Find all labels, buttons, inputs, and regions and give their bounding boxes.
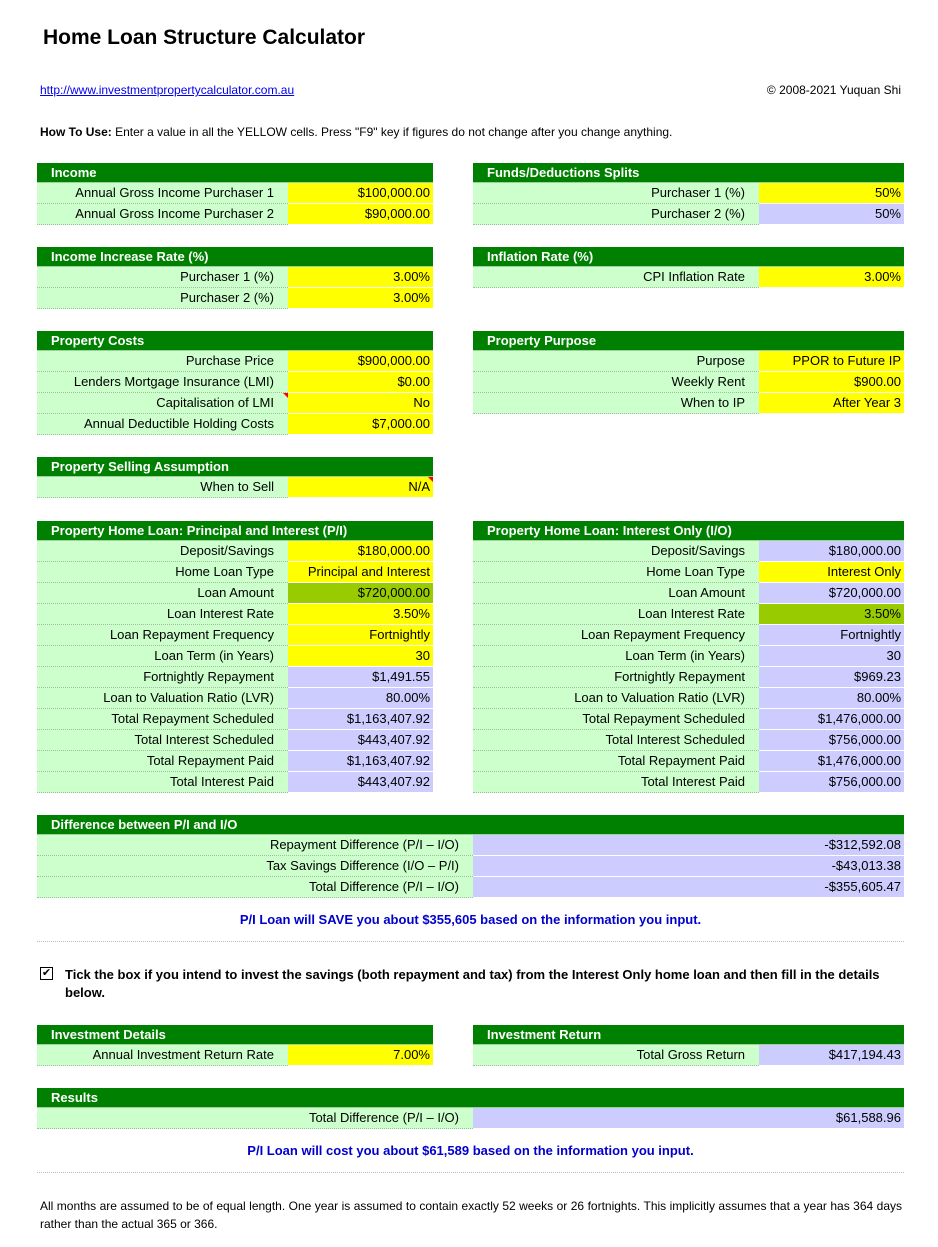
results-header: Results	[37, 1088, 904, 1108]
io-lvr-value: 80.00%	[759, 688, 904, 709]
divider	[37, 1172, 904, 1173]
pi-total-interest-paid: $443,407.92	[288, 772, 433, 793]
increase-row-purchaser-1	[37, 267, 433, 288]
pi-total-repayment-paid: $1,163,407.92	[288, 751, 433, 772]
io-deposit-value: $180,000.00	[759, 541, 904, 562]
difference-header: Difference between P/I and I/O	[37, 815, 904, 835]
purpose-select[interactable]: PPOR to Future IP	[759, 351, 904, 372]
field-label: Deposit/Savings	[37, 541, 288, 562]
selling-row-when	[37, 477, 433, 498]
field-label: Total Interest Paid	[473, 772, 759, 793]
field-label: Purchaser 2 (%)	[37, 288, 288, 309]
pi-total-repayment-scheduled: $1,163,407.92	[288, 709, 433, 730]
property-costs-header: Property Costs	[37, 331, 433, 351]
field-label: Total Interest Paid	[37, 772, 288, 793]
investment-details-header: Investment Details	[37, 1025, 433, 1045]
table-row	[37, 646, 433, 667]
income-row-purchaser-2	[37, 204, 433, 225]
field-label: When to Sell	[37, 477, 288, 498]
results-message: P/I Loan will cost you about $61,589 based on the information you input.	[247, 1143, 694, 1158]
site-link[interactable]: http://www.investmentpropertycalculator.com.au	[40, 83, 295, 97]
pi-interest-rate-input[interactable]: 3.50%	[288, 604, 433, 625]
inflation-section	[473, 247, 904, 288]
table-row	[473, 604, 904, 625]
field-label: Capitalisation of LMI	[37, 393, 288, 414]
table-row	[37, 625, 433, 646]
property-purpose-header: Property Purpose	[473, 331, 904, 351]
costs-row-lmi	[37, 372, 433, 393]
pi-deposit-input[interactable]: $180,000.00	[288, 541, 433, 562]
table-row	[473, 688, 904, 709]
field-label: Annual Gross Income Purchaser 2	[37, 204, 288, 225]
splits-row-purchaser-1	[473, 183, 904, 204]
increase-row-purchaser-2	[37, 288, 433, 309]
field-label: Total Interest Scheduled	[37, 730, 288, 751]
selling-section	[37, 457, 433, 498]
income-increase-header: Income Increase Rate (%)	[37, 247, 433, 267]
io-loan-section	[473, 521, 904, 793]
footnote: All months are assumed to be of equal length. One year is assumed to contain exactly 52 weeks or 26 fortnights. This implicitly assumes that a year has 364 days rather than the actual 365 or 366.	[40, 1199, 902, 1231]
field-label: Purchaser 1 (%)	[37, 267, 288, 288]
income-purchaser-1-input[interactable]: $100,000.00	[288, 183, 433, 204]
increase-purchaser-1-input[interactable]: 3.00%	[288, 267, 433, 288]
investment-return-header: Investment Return	[473, 1025, 904, 1045]
pi-repayment-value: $1,491.55	[288, 667, 433, 688]
table-row	[37, 877, 904, 898]
table-row	[37, 751, 433, 772]
copyright-text: © 2008-2021 Yuquan Shi	[766, 83, 901, 97]
results-section	[37, 1088, 904, 1129]
pi-loan-type-select[interactable]: Principal and Interest	[288, 562, 433, 583]
invest-savings-option	[40, 966, 904, 1002]
increase-purchaser-2-input[interactable]: 3.00%	[288, 288, 433, 309]
splits-header: Funds/Deductions Splits	[473, 163, 904, 183]
table-row	[37, 772, 433, 793]
invest-savings-checkbox[interactable]: ✔	[41, 967, 52, 979]
field-label: Loan Amount	[473, 583, 759, 604]
investment-return-rate-input[interactable]: 7.00%	[288, 1045, 433, 1066]
inflation-row-cpi	[473, 267, 904, 288]
purpose-row-when-ip	[473, 393, 904, 414]
repayment-difference-value: -$312,592.08	[473, 835, 904, 856]
field-label: Total Repayment Scheduled	[37, 709, 288, 730]
io-loan-type-select[interactable]: Interest Only	[759, 562, 904, 583]
table-row	[473, 625, 904, 646]
field-label: Purchaser 1 (%)	[473, 183, 759, 204]
field-label: Lenders Mortgage Insurance (LMI)	[37, 372, 288, 393]
investment-return-section	[473, 1025, 904, 1066]
field-label: Total Difference (P/I – I/O)	[37, 877, 473, 898]
property-costs-section	[37, 331, 433, 435]
pi-loan-header: Property Home Loan: Principal and Interest (P/I)	[37, 521, 433, 541]
costs-row-holding	[37, 414, 433, 435]
pi-lvr-value: 80.00%	[288, 688, 433, 709]
field-label: Loan Term (in Years)	[37, 646, 288, 667]
field-label: Loan to Valuation Ratio (LVR)	[473, 688, 759, 709]
field-label: Total Interest Scheduled	[473, 730, 759, 751]
table-row	[37, 1108, 904, 1129]
weekly-rent-input[interactable]: $900.00	[759, 372, 904, 393]
income-purchaser-2-input[interactable]: $90,000.00	[288, 204, 433, 225]
table-row	[473, 751, 904, 772]
table-row	[37, 541, 433, 562]
income-row-purchaser-1	[37, 183, 433, 204]
purpose-row-purpose	[473, 351, 904, 372]
field-label: Loan Interest Rate	[473, 604, 759, 625]
table-row	[473, 772, 904, 793]
field-label: Fortnightly Repayment	[37, 667, 288, 688]
field-label: Weekly Rent	[473, 372, 759, 393]
field-label: Repayment Difference (P/I – I/O)	[37, 835, 473, 856]
field-label: Loan to Valuation Ratio (LVR)	[37, 688, 288, 709]
invest-savings-label: Tick the box if you intend to invest the savings (both repayment and tax) from the Interest Only home loan and then fill in the details below.	[65, 967, 880, 1000]
table-row	[37, 835, 904, 856]
table-row	[37, 583, 433, 604]
when-to-sell-select[interactable]: N/A	[288, 477, 433, 498]
field-label: Total Difference (P/I – I/O)	[37, 1108, 473, 1129]
how-to-use-instructions: Enter a value in all the YELLOW cells. Press "F9" key if figures do not change after you change anything.	[111, 125, 673, 139]
cpi-inflation-input[interactable]: 3.00%	[759, 267, 904, 288]
how-to-use-label: How To Use:	[40, 125, 112, 139]
tax-savings-difference-value: -$43,013.38	[473, 856, 904, 877]
table-row	[473, 667, 904, 688]
costs-row-purchase-price	[37, 351, 433, 372]
total-difference-value: -$355,605.47	[473, 877, 904, 898]
table-row	[473, 646, 904, 667]
field-label: Purchaser 2 (%)	[473, 204, 759, 225]
field-label: Total Repayment Paid	[473, 751, 759, 772]
field-label: Home Loan Type	[473, 562, 759, 583]
table-row	[37, 667, 433, 688]
table-row	[37, 730, 433, 751]
field-label: Annual Gross Income Purchaser 1	[37, 183, 288, 204]
pi-total-interest-scheduled: $443,407.92	[288, 730, 433, 751]
investment-details-section	[37, 1025, 433, 1066]
lmi-input[interactable]: $0.00	[288, 372, 433, 393]
table-row	[473, 583, 904, 604]
io-total-repayment-scheduled: $1,476,000.00	[759, 709, 904, 730]
pi-loan-section	[37, 521, 433, 793]
table-row	[37, 709, 433, 730]
total-gross-return-value: $417,194.43	[759, 1045, 904, 1066]
field-label: CPI Inflation Rate	[473, 267, 759, 288]
io-frequency-value: Fortnightly	[759, 625, 904, 646]
splits-row-purchaser-2	[473, 204, 904, 225]
income-header: Income	[37, 163, 433, 183]
table-row	[37, 856, 904, 877]
results-total-difference-value: $61,588.96	[473, 1108, 904, 1129]
difference-section	[37, 815, 904, 898]
difference-message: P/I Loan will SAVE you about $355,605 based on the information you input.	[239, 912, 702, 927]
divider	[37, 941, 904, 942]
io-total-interest-scheduled: $756,000.00	[759, 730, 904, 751]
holding-costs-input[interactable]: $7,000.00	[288, 414, 433, 435]
purpose-row-rent	[473, 372, 904, 393]
income-increase-section	[37, 247, 433, 309]
inflation-header: Inflation Rate (%)	[473, 247, 904, 267]
split-purchaser-1-input[interactable]: 50%	[759, 183, 904, 204]
io-total-interest-paid: $756,000.00	[759, 772, 904, 793]
selling-header: Property Selling Assumption	[37, 457, 433, 477]
io-total-repayment-paid: $1,476,000.00	[759, 751, 904, 772]
io-loan-header: Property Home Loan: Interest Only (I/O)	[473, 521, 904, 541]
io-repayment-value: $969.23	[759, 667, 904, 688]
field-label: Total Repayment Scheduled	[473, 709, 759, 730]
table-row	[473, 541, 904, 562]
field-label: Loan Interest Rate	[37, 604, 288, 625]
page-title: Home Loan Structure Calculator	[43, 26, 366, 49]
when-to-ip-select[interactable]: After Year 3	[759, 393, 904, 414]
pi-frequency-select[interactable]: Fortnightly	[288, 625, 433, 646]
field-label: Home Loan Type	[37, 562, 288, 583]
income-section	[37, 163, 433, 225]
io-loan-term-value: 30	[759, 646, 904, 667]
field-label: Annual Deductible Holding Costs	[37, 414, 288, 435]
property-purpose-section	[473, 331, 904, 414]
io-interest-rate-value: 3.50%	[759, 604, 904, 625]
table-row	[473, 1045, 904, 1066]
field-label: Deposit/Savings	[473, 541, 759, 562]
field-label: Tax Savings Difference (I/O – P/I)	[37, 856, 473, 877]
io-loan-amount-value: $720,000.00	[759, 583, 904, 604]
pi-loan-term-input[interactable]: 30	[288, 646, 433, 667]
field-label: Loan Amount	[37, 583, 288, 604]
table-row	[473, 709, 904, 730]
table-row	[37, 604, 433, 625]
capitalisation-lmi-select[interactable]: No	[288, 393, 433, 414]
how-to-use-text	[40, 125, 672, 139]
field-label: Purpose	[473, 351, 759, 372]
table-row	[473, 562, 904, 583]
pi-loan-amount-value: $720,000.00	[288, 583, 433, 604]
table-row	[37, 1045, 433, 1066]
table-row	[37, 562, 433, 583]
field-label: Loan Repayment Frequency	[473, 625, 759, 646]
field-label: Fortnightly Repayment	[473, 667, 759, 688]
field-label: Purchase Price	[37, 351, 288, 372]
field-label: Loan Repayment Frequency	[37, 625, 288, 646]
field-label: Annual Investment Return Rate	[37, 1045, 288, 1066]
table-row	[37, 688, 433, 709]
split-purchaser-2-value: 50%	[759, 204, 904, 225]
field-label: Loan Term (in Years)	[473, 646, 759, 667]
field-label: Total Gross Return	[473, 1045, 759, 1066]
splits-section	[473, 163, 904, 225]
table-row	[473, 730, 904, 751]
field-label: When to IP	[473, 393, 759, 414]
purchase-price-input[interactable]: $900,000.00	[288, 351, 433, 372]
costs-row-capitalisation	[37, 393, 433, 414]
field-label: Total Repayment Paid	[37, 751, 288, 772]
